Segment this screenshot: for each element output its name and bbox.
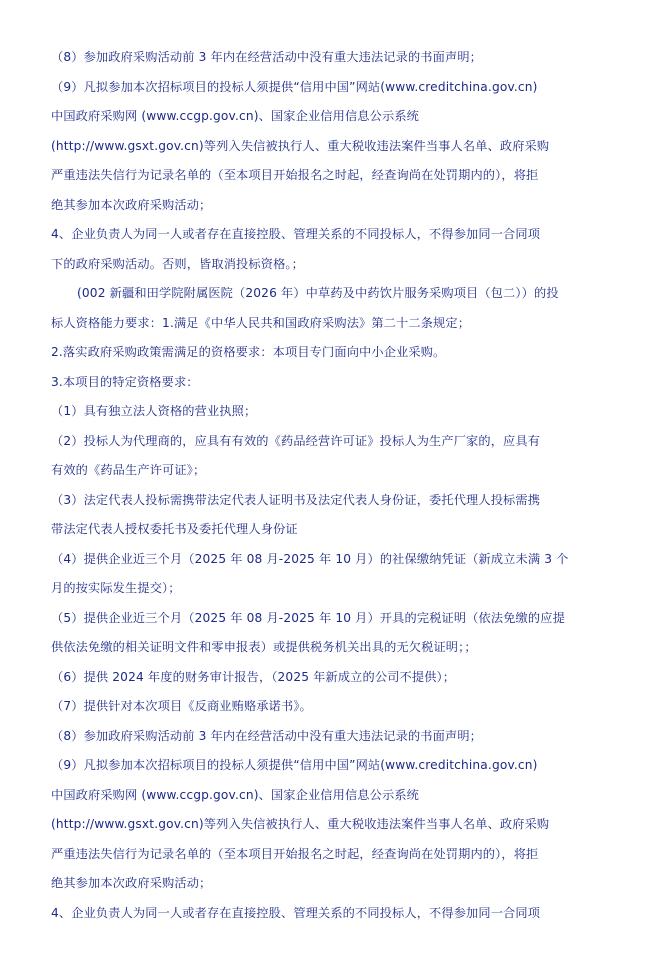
text-line: （9）凡拟参加本次招标项目的投标人须提供“信用中国”网站(www.creditchina.gov.cn) [51,758,538,772]
text-line: 绝其参加本次政府采购活动； [51,876,212,890]
text-line: 中国政府采购网 (www.ccgp.gov.cn)、国家企业信用信息公示系统 [51,788,419,802]
text-line: （2）投标人为代理商的，应具有有效的《药品经营许可证》投标人为生产厂家的，应具有 [51,434,541,448]
text-line: （6）提供 2024 年度的财务审计报告，（2025 年新成立的公司不提供）； [51,670,456,684]
text-line: 带法定代表人授权委托书及委托代理人身份证 [51,522,298,536]
text-line: 4、企业负责人为同一人或者存在直接控股、管理关系的不同投标人，不得参加同一合同项 [51,227,541,241]
text-line: 标人资格能力要求：1.满足《中华人民共和国政府采购法》第二十二条规定； [51,316,471,330]
text-line: 绝其参加本次政府采购活动； [51,198,212,212]
text-line: 有效的《药品生产许可证》； [51,463,206,477]
text-line: 严重违法失信行为记录名单的（至本项目开始报名之时起，经查询尚在处罚期内的），将拒 [51,847,539,861]
text-line: 供依法免缴的相关证明文件和零申报表）或提供税务机关出具的无欠税证明；； [51,640,477,654]
text-line: （1）具有独立法人资格的营业执照； [51,404,257,418]
text-line: (http://www.gsxt.gov.cn)等列入失信被执行人、重大税收违法案件当事人名单、政府采购 [51,139,550,153]
text-line: 中国政府采购网 (www.ccgp.gov.cn)、国家企业信用信息公示系统 [51,109,419,123]
text-line: （9）凡拟参加本次招标项目的投标人须提供“信用中国”网站(www.creditchina.gov.cn) [51,80,538,94]
text-line: （8）参加政府采购活动前 3 年内在经营活动中没有重大违法记录的书面声明； [51,729,482,743]
text-line: 月的按实际发生提交）； [51,581,181,595]
text-line: (002 新疆和田学院附属医院（2026 年）中草药及中药饮片服务采购项目（包二））的投 [77,286,559,300]
text-line: 4、企业负责人为同一人或者存在直接控股、管理关系的不同投标人，不得参加同一合同项 [51,906,541,920]
text-line: 2.落实政府采购政策需满足的资格要求：本项目专门面向中小企业采购。 [51,345,446,359]
text-line: 3.本项目的特定资格要求： [51,375,199,389]
text-line: 下的政府采购活动。否则，皆取消投标资格。； [51,257,304,271]
text-line: （7）提供针对本次项目《反商业贿赂承诺书》。 [51,699,312,713]
text-line: 严重违法失信行为记录名单的（至本项目开始报名之时起，经查询尚在处罚期内的），将拒 [51,168,539,182]
text-line: （4）提供企业近三个月（2025 年 08 月-2025 年 10 月）的社保缴纳凭证（新成立未满 3 个 [51,552,569,566]
text-line: （8）参加政府采购活动前 3 年内在经营活动中没有重大违法记录的书面声明； [51,50,482,64]
text-line: (http://www.gsxt.gov.cn)等列入失信被执行人、重大税收违法案件当事人名单、政府采购 [51,817,550,831]
text-line: （3）法定代表人投标需携带法定代表人证明书及法定代表人身份证，委托代理人投标需携 [51,493,541,507]
text-line: （5）提供企业近三个月（2025 年 08 月-2025 年 10 月）开具的完税证明（依法免缴的应提 [51,611,565,625]
